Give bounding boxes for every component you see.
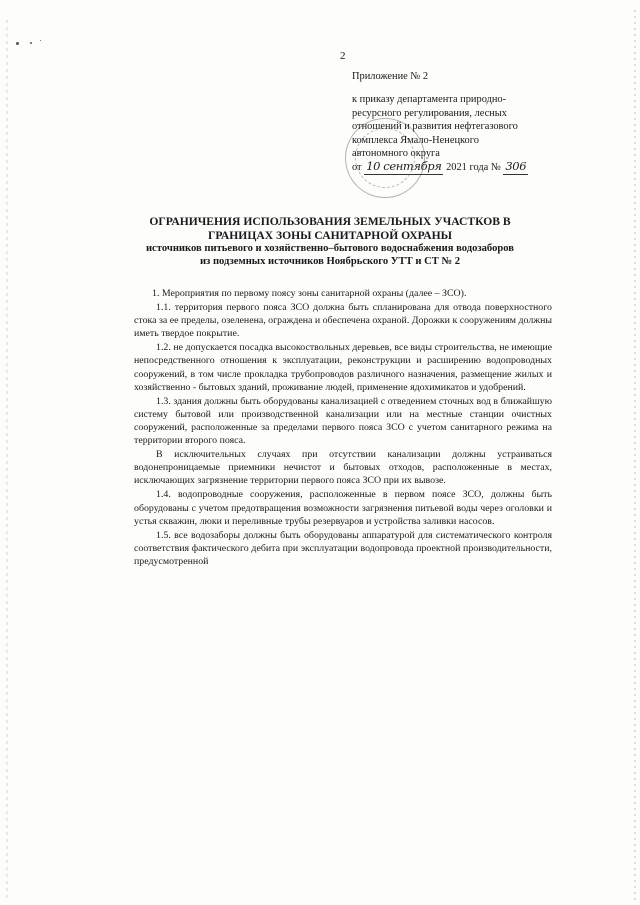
paragraph: 1.3. здания должны быть оборудованы канализацией с отведением сточных вод в ближайшую систему бытовой или производственной канализации или на местные станции очистных сооружений, расположенные за пределами первого пояса ЗСО с учетом санитарного режима на территории второго пояса. xyxy=(134,395,552,447)
date-year: 2021 года № xyxy=(446,162,501,174)
annex-title: Приложение № 2 xyxy=(352,71,429,82)
annex-line: к приказу департамента природно- xyxy=(352,94,507,106)
page-number: 2 xyxy=(340,50,346,62)
annex-date-line xyxy=(352,160,602,174)
annex-line: автономного округа xyxy=(352,148,440,160)
heading-line-4: из подземных источников Ноябрьского УТТ и СТ № 2 xyxy=(199,256,461,268)
paragraph: 1.2. не допускается посадка высокоствольных деревьев, все виды строительства, не имеющие непосредственного отношения к эксплуатации, реконструкции и расширению водопроводных сооружений, в том числе прокладка трубопроводов различного назначения, размещение жилых и хозяйственно - бытовых зданий, проживание людей, применение ядохимикатов и удобрений. xyxy=(134,342,552,393)
heading-line-1: ОГРАНИЧЕНИЯ ИСПОЛЬЗОВАНИЯ ЗЕМЕЛЬНЫХ УЧАСТКОВ В xyxy=(149,215,511,228)
document-body xyxy=(134,287,552,569)
paragraph: 1.4. водопроводные сооружения, расположенные в первом поясе ЗСО, должны быть оборудованы с учетом предотвращения возможности загрязнения питьевой воды через оголовки и устья скважин, люки и переливные трубы резервуаров и устройства заливки насосов. xyxy=(134,489,552,527)
annex-block xyxy=(352,70,602,175)
handwritten-date: 10 сентября xyxy=(366,159,442,174)
annex-line: отношений и развития нефтегазового xyxy=(352,121,518,133)
scan-speck xyxy=(16,42,19,45)
paragraph: 1.1. территория первого пояса ЗСО должна быть спланирована для отвода поверхностного стока за ее пределы, озеленена, ограждена и обеспечена охраной. Дорожки к сооружениям должны иметь твердое покрытие. xyxy=(134,302,552,340)
handwritten-number: 306 xyxy=(505,159,527,174)
scan-edge-left xyxy=(6,20,8,900)
heading-line-2: ГРАНИЦАХ ЗОНЫ САНИТАРНОЙ ОХРАНЫ xyxy=(207,228,453,242)
paragraph: 1. Мероприятия по первому поясу зоны санитарной охраны (далее – ЗСО). xyxy=(152,288,467,299)
document-heading xyxy=(100,215,560,269)
annex-line: комплекса Ямало-Ненецкого xyxy=(352,134,479,146)
scan-speck xyxy=(40,40,41,41)
scan-edge-right xyxy=(634,10,636,900)
paragraph: 1.5. все водозаборы должны быть оборудованы аппаратурой для систематического контроля соответствия фактического дебита при эксплуатации водопровода проектной производительности, предусмотренной xyxy=(134,529,552,567)
paragraph: В исключительных случаях при отсутствии канализации должны устраиваться водонепроницаемые приемники нечистот и бытовых отходов, расположенные в местах, исключающих загрязнение территории первого пояса ЗСО при их вывозе. xyxy=(134,449,552,487)
heading-line-3: источников питьевого и хозяйственно–бытового водоснабжения водозаборов xyxy=(145,243,515,255)
scan-speck xyxy=(30,42,32,44)
date-prefix: от xyxy=(352,162,362,174)
annex-line: ресурсного регулирования, лесных xyxy=(352,107,507,119)
